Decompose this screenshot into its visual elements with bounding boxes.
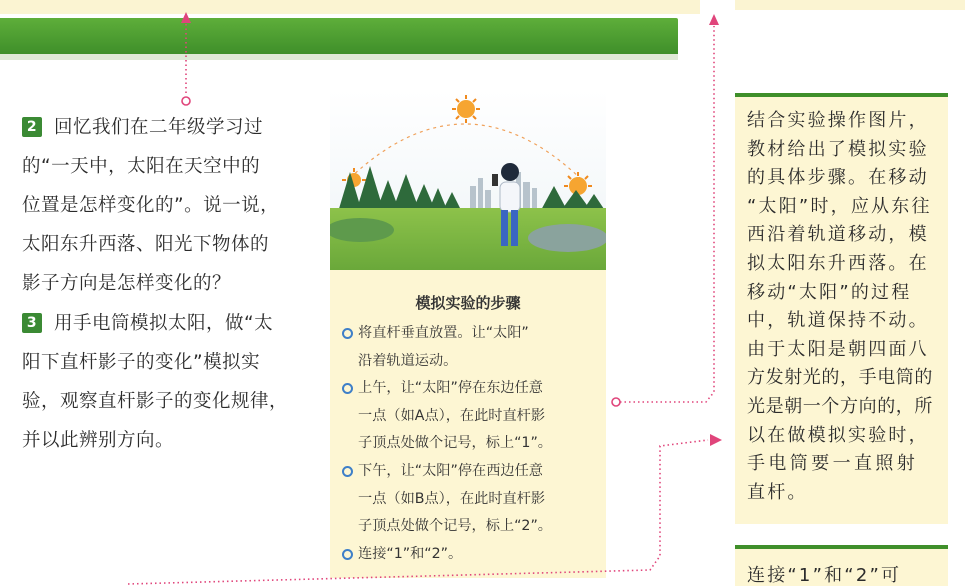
item-3-line-4: 并以此辨别方向。: [22, 430, 175, 451]
connector-node: [612, 398, 620, 406]
circle-bullet-icon: [342, 466, 353, 477]
circle-bullet-icon: [342, 383, 353, 394]
circle-bullet-icon: [342, 549, 353, 560]
teacher-note-2-box: [735, 549, 948, 586]
circle-bullet-icon: [342, 328, 353, 339]
steps-list: [342, 320, 602, 568]
step-item: 上午，让“太阳”停在东边任意 一点（如A点），在此时直杆影 子顶点处做个记号，标上“1”。: [342, 375, 602, 458]
step-item: 连接“1”和“2”。: [342, 541, 602, 569]
experiment-steps-box: [330, 270, 606, 578]
teacher-note-box: [735, 97, 948, 524]
section-header-bar: [0, 18, 678, 54]
item-2: [22, 108, 314, 303]
item-3-number-badge: 3: [22, 313, 42, 333]
step-item: 将直杆垂直放置。让“太阳” 沿着轨道运动。: [342, 320, 602, 375]
section-header-shadow: [0, 54, 678, 60]
connector-line-right: [620, 26, 714, 402]
item-2-line-3: 位置是怎样变化的”。说一说，: [22, 195, 280, 216]
item-2-line-2: 的“一天中，太阳在天空中的: [22, 156, 261, 177]
item-3-line-3: 验，观察直杆影子的变化规律，: [22, 391, 289, 412]
connector-node: [182, 97, 190, 105]
teacher-note-2-text: 连接“1”和“2”可: [747, 565, 902, 586]
arrowhead-icon: [709, 14, 719, 25]
arrowhead-icon: [710, 434, 722, 446]
item-3-line-2: 阳下直杆影子的变化”模拟实: [22, 352, 261, 373]
item-3-line-1: 3 用手电筒模拟太阳，做“太: [22, 304, 314, 343]
step-item: 下午，让“太阳”停在西边任意 一点（如B点），在此时直杆影 子顶点处做个记号，标上“2”。: [342, 458, 602, 541]
item-3: [22, 304, 314, 460]
item-2-line-1: 2 回忆我们在二年级学习过: [22, 108, 314, 147]
left-text-column: [22, 108, 314, 460]
item-2-line-4: 太阳东升西落、阳光下物体的: [22, 234, 270, 255]
item-2-number-badge: 2: [22, 117, 42, 137]
top-strip-left: [0, 0, 700, 14]
top-strip-right: [735, 0, 965, 10]
item-2-line-5: 影子方向是怎样变化的？: [22, 273, 232, 294]
teacher-note-text: 结合实验操作图片， 教材给出了模拟实验 的具体步骤。在移动 “太阳”时，应从东往 西沿着轨道移动，模 拟太阳东升西落。在 移动“太阳”的过程 中，轨道保持不动。 由于太阳是朝四面八 方发射光的，手电筒的 光是朝一个方向的，所 以在做模拟实验时， 手电筒要一直照射 直杆。: [747, 110, 933, 503]
sun-path-illustration: [330, 90, 606, 270]
steps-title: 模拟实验的步骤: [415, 294, 521, 312]
